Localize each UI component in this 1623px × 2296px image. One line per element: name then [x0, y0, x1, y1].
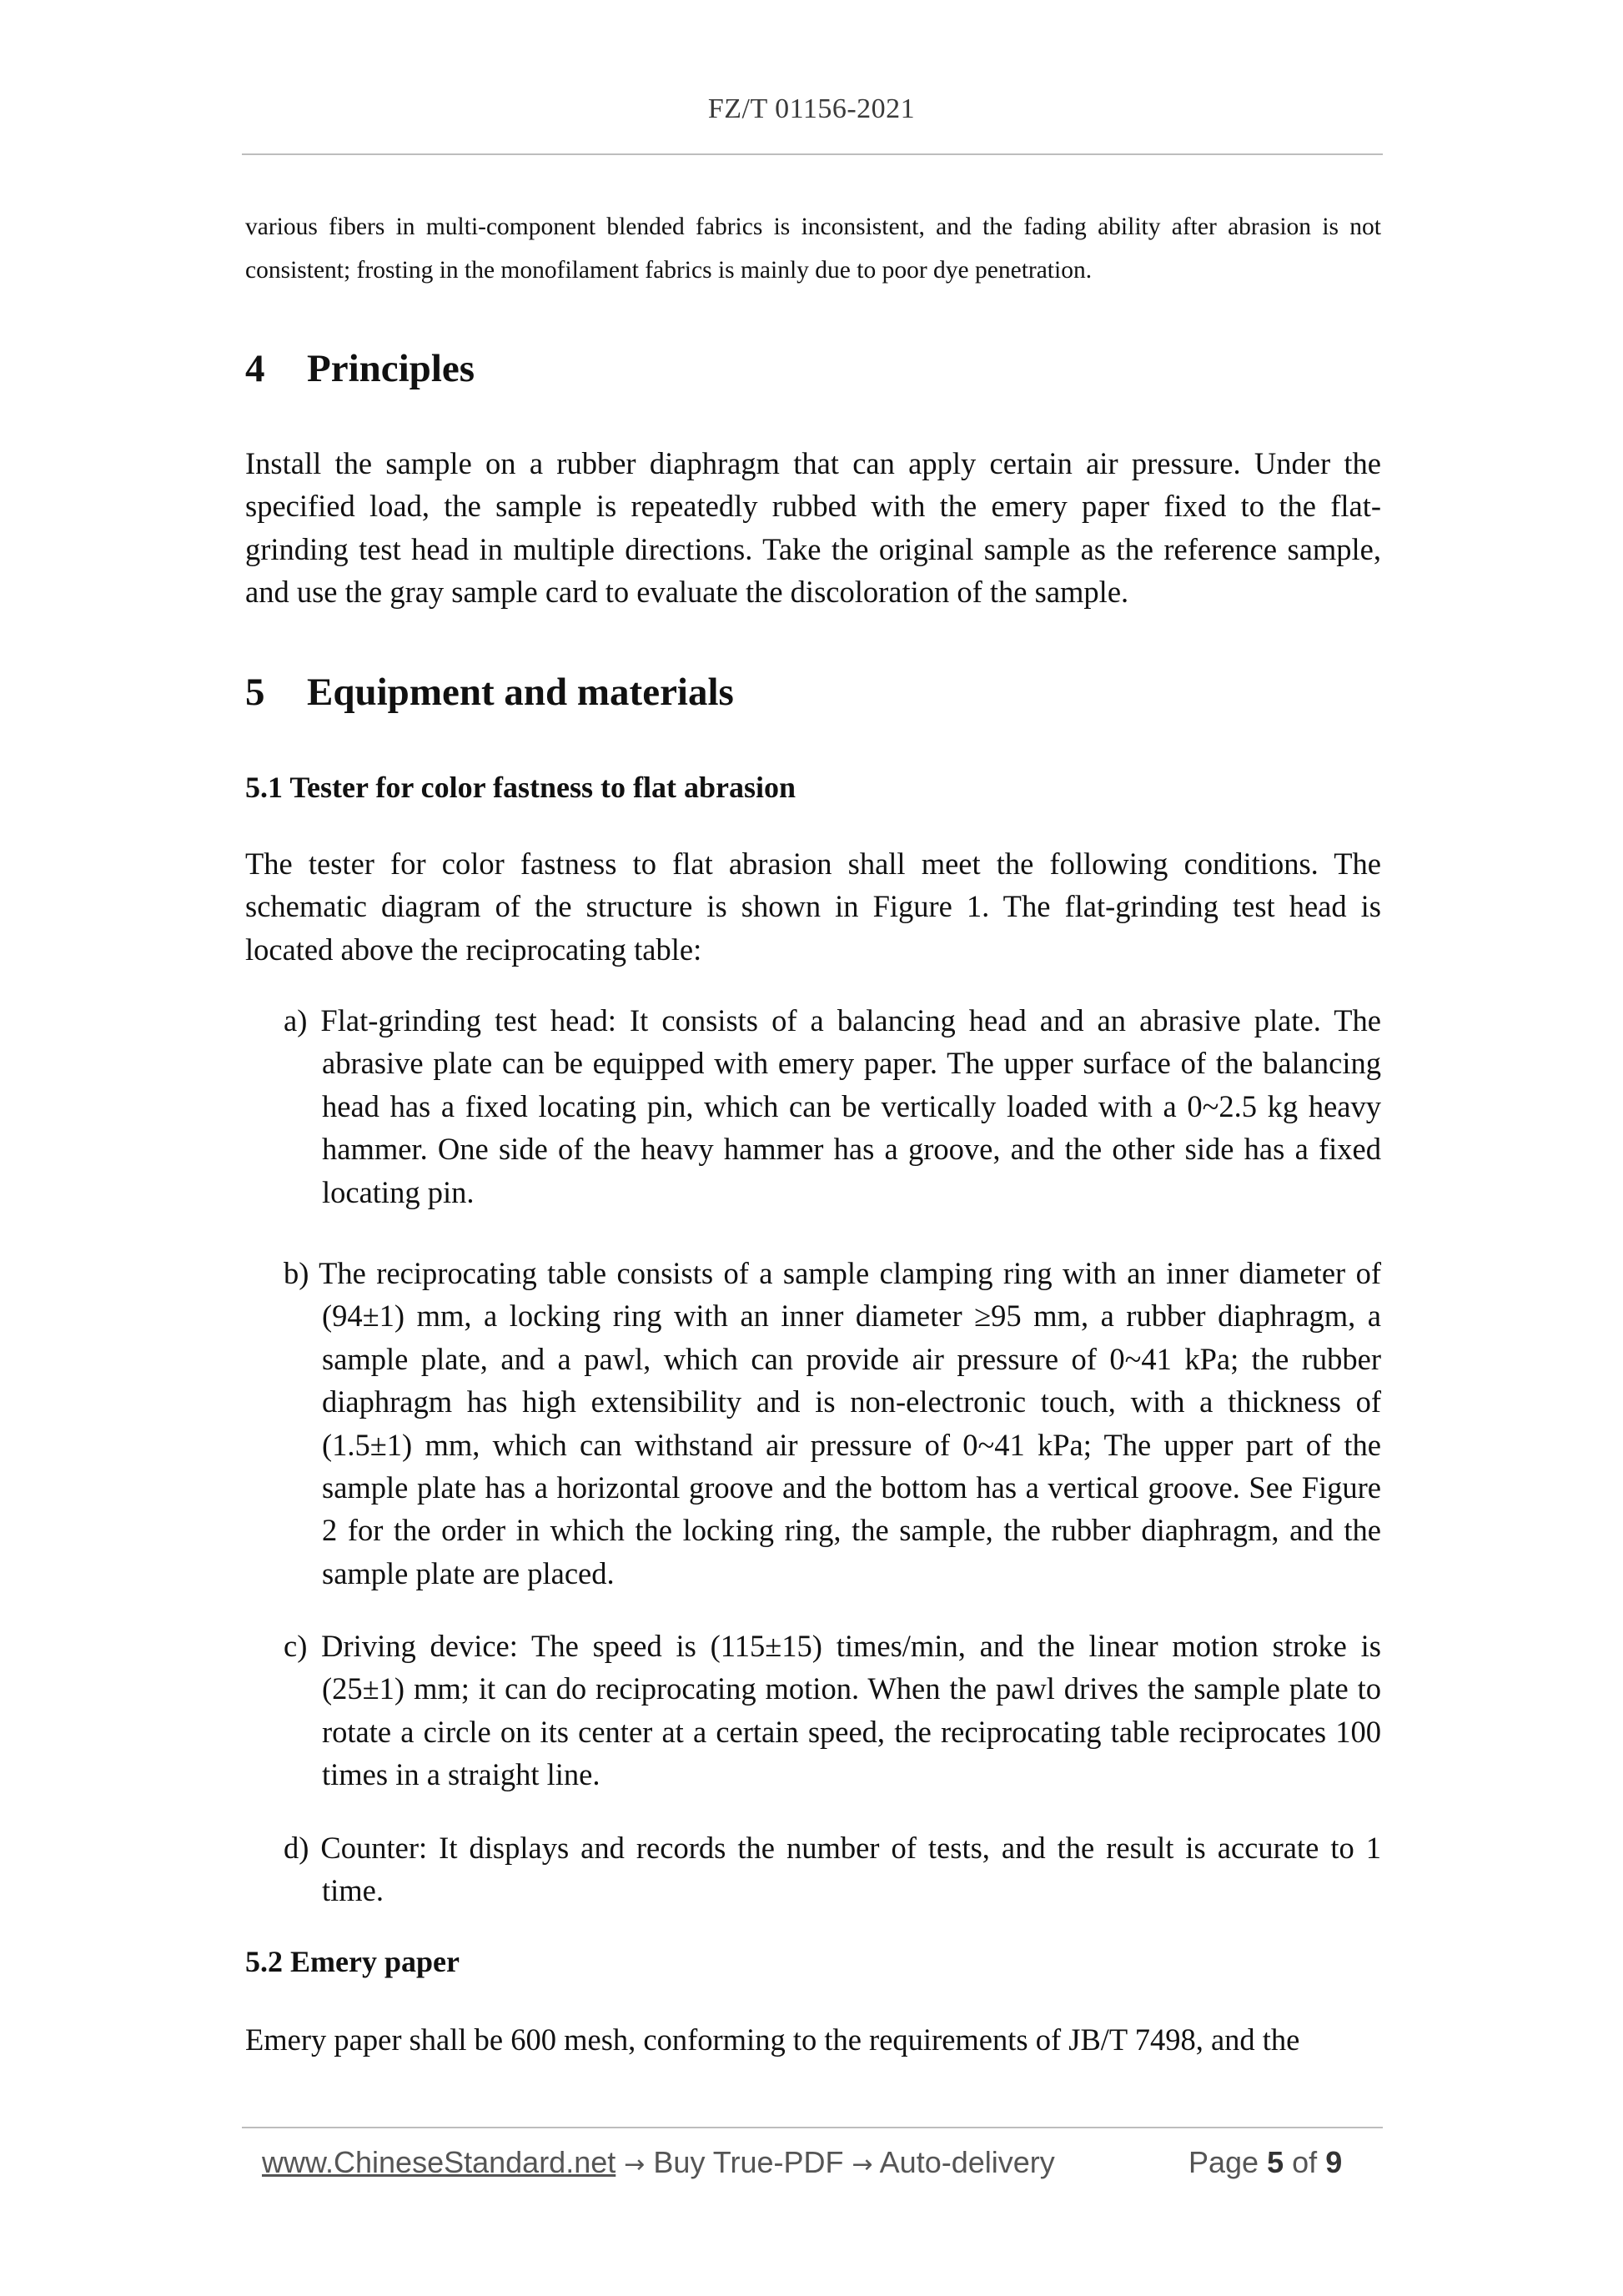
- section-4-paragraph: Install the sample on a rubber diaphragm that can apply certain air pressure. Under the specified load, the sample is repeatedly rubbed with the emery paper fixed to the flat-grinding test head in multiple directions. Take the original sample as the reference sample, and use the gray sample card to evaluate the discoloration of the sample.: [245, 446, 1381, 610]
- arrow-right-icon: →: [624, 2150, 646, 2179]
- section-4-number: 4: [245, 347, 265, 390]
- subsection-5-2-heading: 5.2 Emery paper: [245, 1945, 460, 1978]
- list-item-b: b) The reciprocating table consists of a sample clamping ring with an inner diameter of (94±1) mm, a locking ring with an inner diameter ≥95 mm, a rubber diaphragm, a sample plate, and a pawl, which can provide air pressure of 0~41 kPa; the rubber diaphragm has high extensibility and is non-electronic touch, with a thickness of (1.5±1) mm, which can withstand air pressure of 0~41 kPa; The upper part of the sample plate has a horizontal groove and the bottom has a vertical groove. See Figure 2 for the order in which the locking ring, the sample, the rubber diaphragm, and the sample plate are placed.: [284, 1256, 1381, 1590]
- list-item-c: c) Driving device: The speed is (115±15) times/min, and the linear motion stroke is (25±1) mm; it can do reciprocating motion. When the pawl drives the sample plate to rotate a circle on its center at a certain speed, the reciprocating table reciprocates 100 times in a straight line.: [284, 1629, 1381, 1792]
- page-current: 5: [1267, 2145, 1284, 2179]
- section-5-title: Equipment and materials: [307, 671, 734, 714]
- website-link[interactable]: www.ChineseStandard.net: [262, 2145, 616, 2179]
- subsection-5-1-paragraph: The tester for color fastness to flat abrasion shall meet the following conditions. The schematic diagram of the structure is shown in Figure 1. The flat-grinding test head is located above the reciprocating table:: [245, 847, 1381, 967]
- section-5-number: 5: [245, 671, 265, 714]
- section-4-title: Principles: [307, 347, 475, 390]
- document-code-header: FZ/T 01156-2021: [707, 93, 916, 124]
- page-indicator: [1188, 2142, 1342, 2183]
- page-label: Page: [1188, 2145, 1259, 2179]
- subsection-5-1-heading: 5.1 Tester for color fastness to flat abrasion: [245, 771, 796, 804]
- of-label: of: [1292, 2145, 1318, 2179]
- section-5-heading: [245, 667, 734, 717]
- list-item-d: d) Counter: It displays and records the number of tests, and the result is accurate to 1 time.: [284, 1831, 1381, 1908]
- footer-divider: [242, 2127, 1383, 2128]
- list-item-a: a) Flat-grinding test head: It consists of a balancing head and an abrasive plate. The abrasive plate can be equipped with emery paper. The upper surface of the balancing head has a fixed locating pin, which can be vertically loaded with a 0~2.5 kg heavy hammer. One side of the heavy hammer has a groove, and the other side has a fixed locating pin.: [284, 1003, 1381, 1209]
- header-divider: [242, 153, 1383, 155]
- arrow-right-icon: →: [852, 2150, 873, 2179]
- continued-paragraph: various fibers in multi-component blended fabrics is inconsistent, and the fading ability after abrasion is not consistent; frosting in the monofilament fabrics is mainly due to poor dye penetration.: [245, 214, 1381, 284]
- section-4-heading: [245, 344, 475, 394]
- footer-links: [262, 2142, 1055, 2186]
- page-total: 9: [1325, 2145, 1343, 2179]
- subsection-5-2-paragraph: Emery paper shall be 600 mesh, conforming to the requirements of JB/T 7498, and the: [245, 2022, 1300, 2057]
- auto-delivery-text: Auto-delivery: [879, 2145, 1055, 2179]
- buy-pdf-text: Buy True-PDF: [653, 2145, 844, 2179]
